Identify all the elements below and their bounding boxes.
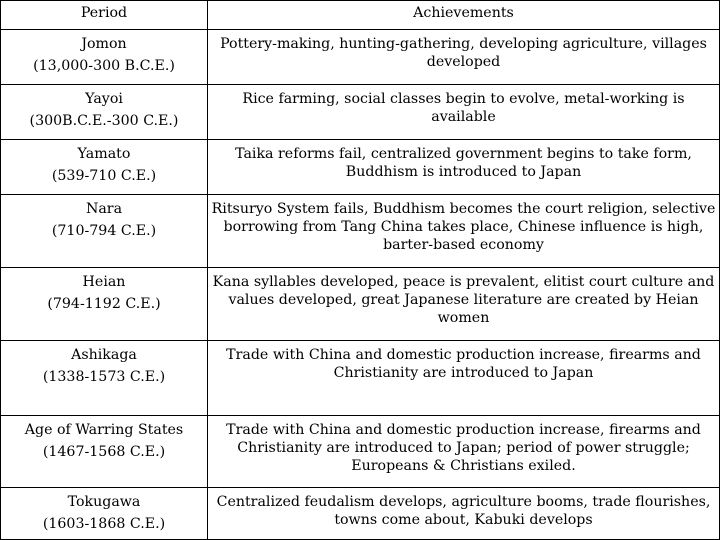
table-row xyxy=(1,140,720,195)
period-cell xyxy=(1,488,208,540)
period-cell xyxy=(1,85,208,140)
achievements-cell: Taika reforms fail, centralized government begins to take form, Buddhism is introduced to Japan xyxy=(208,140,720,195)
achievements-cell: Trade with China and domestic production increase, firearms and Christianity are introduced to Japan; period of power struggle; Europeans & Christians exiled. xyxy=(208,416,720,488)
period-name: Nara xyxy=(85,201,123,217)
table-row xyxy=(1,30,720,85)
period-dates: (710-794 C.E.) xyxy=(51,223,157,239)
period-dates: (1467-1568 C.E.) xyxy=(42,444,166,460)
table-row xyxy=(1,416,720,488)
achievements-cell: Ritsuryo System fails, Buddhism becomes the court religion, selective borrowing from Tang China takes place, Chinese influence is high, barter-based economy xyxy=(208,195,720,268)
achievements-cell: Trade with China and domestic production increase, firearms and Christianity are introduced to Japan xyxy=(208,341,720,416)
period-cell xyxy=(1,195,208,268)
period-name: Ashikaga xyxy=(71,347,137,363)
achievements-cell: Kana syllables developed, peace is prevalent, elitist court culture and values developed, great Japanese literature are created by Heian women xyxy=(208,268,720,341)
period-cell xyxy=(1,268,208,341)
period-name: Tokugawa xyxy=(67,494,141,510)
period-name: Yayoi xyxy=(85,91,123,107)
table-row xyxy=(1,488,720,540)
period-cell xyxy=(1,341,208,416)
period-name: Yamato xyxy=(77,146,131,162)
period-name: Jomon xyxy=(81,36,127,52)
period-cell xyxy=(1,416,208,488)
achievements-column-header: Achievements xyxy=(208,1,720,30)
period-name: Age of Warring States xyxy=(24,422,184,438)
period-column-header: Period xyxy=(1,1,208,30)
table-row xyxy=(1,341,720,416)
header-row xyxy=(1,1,720,30)
period-dates: (1338-1573 C.E.) xyxy=(42,369,166,385)
table-row xyxy=(1,85,720,140)
period-cell xyxy=(1,30,208,85)
period-dates: (300B.C.E.-300 C.E.) xyxy=(29,113,179,129)
achievements-cell: Rice farming, social classes begin to evolve, metal-working is available xyxy=(208,85,720,140)
period-dates: (794-1192 C.E.) xyxy=(47,296,161,312)
period-name: Heian xyxy=(82,274,126,290)
achievements-cell: Pottery-making, hunting-gathering, developing agriculture, villages developed xyxy=(208,30,720,85)
period-dates: (13,000-300 B.C.E.) xyxy=(33,58,175,74)
table-row xyxy=(1,195,720,268)
period-dates: (1603-1868 C.E.) xyxy=(42,516,166,532)
period-dates: (539-710 C.E.) xyxy=(51,168,157,184)
period-cell xyxy=(1,140,208,195)
achievements-cell: Centralized feudalism develops, agriculture booms, trade flourishes, towns come about, Kabuki develops xyxy=(208,488,720,540)
table-row xyxy=(1,268,720,341)
